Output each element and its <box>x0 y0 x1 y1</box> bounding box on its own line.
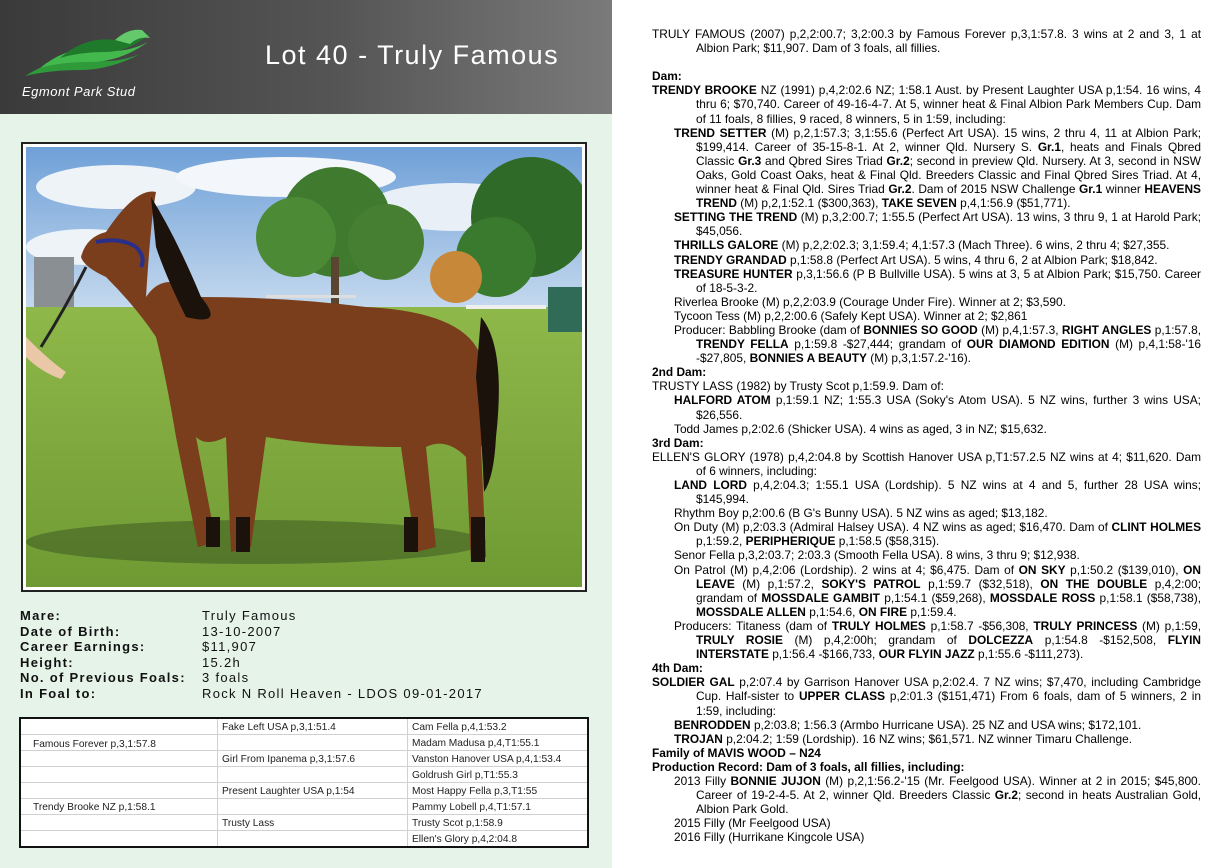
horse-name: OUR FLYIN JAZZ <box>878 647 975 662</box>
horse-name: UPPER CLASS <box>798 689 886 704</box>
pedigree-great-grandparent: Goldrush Girl p,T1:55.3 <box>412 770 518 781</box>
spacer <box>652 55 1201 69</box>
entry-text: p,1:58.1 ($58,738), <box>1095 590 1201 605</box>
third-dam-paragraph: ELLEN'S GLORY (1978) p,4,2:04.8 by Scottish Hanover USA p,T1:57.2.5 NZ wins at 4; $11,620. Dam of 6 winners, including: <box>652 449 1201 478</box>
info-row-height <box>20 655 600 671</box>
dam-paragraph <box>652 83 1201 125</box>
entry-text: p,1:58.7 -$56,308, <box>925 618 1034 633</box>
dam-text: NZ (1991) p,4,2:02.6 NZ; 1:58.1 Aust. by Present Laughter USA p,1:54. 16 wins, 4 thru 6; $70,740. Career of 49-16-4-7. At 5, winner heat & Final Albion Park Members Cup. Dam of 11 foals, 8 fillies, 9 raced, 8 winners, 5 in 1:59, including: <box>696 83 1201 126</box>
pedigree-table <box>19 717 589 848</box>
entry-text: winner <box>1102 182 1145 197</box>
family-heading: Family of MAVIS WOOD – N24 <box>652 745 821 760</box>
horse-name: TRENDY BROOKE <box>652 83 757 98</box>
horse-photo <box>26 147 582 587</box>
pedigree-line <box>21 798 587 799</box>
entry-text: p,2:07.4 by Garrison Hanover USA p,2:02.4. 7 NZ wins; $7,470, including Cambridge Cup. Half-sister to <box>696 675 1202 704</box>
horse-name: BONNIES SO GOOD <box>863 322 978 337</box>
left-panel <box>0 0 612 868</box>
race-grade: Gr.2 <box>994 788 1018 803</box>
entry-text: (M) p,2,1:52.1 ($300,363), <box>736 196 882 211</box>
entry-text: p,1:58.8 (Perfect Art USA). 5 wins, 4 thru 6, 2 at Albion Park; $18,842. <box>786 252 1158 267</box>
production-entry <box>652 774 1201 816</box>
entry-text: (M) p,4,1:58-'16 -$27,805, <box>696 337 1201 366</box>
entry-text: . Dam of 2015 NSW Challenge <box>911 182 1080 197</box>
info-value: 13-10-2007 <box>202 623 282 639</box>
horse-name: TAKE SEVEN <box>881 196 957 211</box>
dam-progeny-entry: Tycoon Tess (M) p,2,2:00.6 (Safely Kept USA). Winner at 2; $2,861 <box>674 308 1028 323</box>
info-value: Truly Famous <box>202 608 297 623</box>
horse-name: OUR DIAMOND EDITION <box>966 337 1110 352</box>
entry-text: p,1:54.1 ($59,268), <box>879 590 990 605</box>
pedigree-line <box>21 750 587 751</box>
fourth-dam-paragraph <box>652 675 1201 717</box>
entry-text: (M) p,2,1:57.3; 3,1:55.6 (Perfect Art USA). 15 wins, 2 thru 4, 11 at Albion Park; $199,414. Career of 35-15-8-1. At 2, winner Qld. Nursery S. <box>696 125 1201 154</box>
horse-name: THRILLS GALORE <box>674 238 779 253</box>
entry-text: Producers: Titaness (dam of <box>674 618 832 633</box>
horse-name: MOSSDALE GAMBIT <box>761 590 880 605</box>
pedigree-great-grandparent: Pammy Lobell p,4,T1:57.1 <box>412 802 531 813</box>
dam-heading: Dam: <box>652 69 682 84</box>
horse-name: TREASURE HUNTER <box>674 266 793 281</box>
entry-text: p,2:03.8; 1:56.3 (Armbo Hurricane USA). 25 NZ and USA wins; $172,101. <box>750 717 1142 732</box>
pedigree-line <box>21 830 587 831</box>
horse-name: ON LEAVE <box>696 562 1201 591</box>
pedigree-grandparent: Trusty Lass <box>222 818 275 829</box>
horse-name: TRULY HOLMES <box>831 618 926 633</box>
third-dam-progeny-entry: Senor Fella p,3,2:03.7; 2:03.3 (Smooth Fella USA). 8 wins, 3 thru 9; $12,938. <box>674 548 1080 563</box>
pedigree-grandparent: Present Laughter USA p,1:54 <box>222 786 355 797</box>
entry-text: (M) p,1:57.2, <box>734 576 822 591</box>
horse-name: TRULY PRINCESS <box>1033 618 1138 633</box>
pedigree-line <box>21 734 587 735</box>
dam-progeny-entry <box>652 267 1201 295</box>
pedigree-great-grandparent: Most Happy Fella p,3,T1:55 <box>412 786 538 797</box>
entry-text: p,1:59.1 NZ; 1:55.3 USA (Soky's Atom USA). 5 NZ wins, further 3 wins USA; $26,556. <box>696 393 1201 422</box>
entry-text: Producer: Babbling Brooke (dam of <box>674 322 864 337</box>
info-value: Rock N Roll Heaven - LDOS 09-01-2017 <box>202 685 483 701</box>
entry-text: (M) p,4,2:00h; grandam of <box>782 633 969 648</box>
pedigree-great-grandparent: Ellen's Glory p,4,2:04.8 <box>412 834 518 845</box>
horse-name: ON FIRE <box>858 604 908 619</box>
pedigree-dam: Trendy Brooke NZ p,1:58.1 <box>33 802 156 813</box>
dam-progeny-entry: Riverlea Brooke (M) p,2,2:03.9 (Courage Under Fire). Winner at 2; $3,590. <box>674 294 1066 309</box>
race-grade: Gr.3 <box>738 153 762 168</box>
third-dam-progeny-entry <box>652 520 1201 548</box>
info-row-earnings <box>20 639 600 655</box>
entry-text: p,4,2:04.3; 1:55.1 USA (Lordship). 5 NZ wins at 4 and 5, further 28 USA wins; $145,994. <box>696 478 1202 507</box>
info-row-dob <box>20 624 600 640</box>
entry-text: p,1:54.8 -$152,508, <box>1033 633 1168 648</box>
header-banner <box>0 0 612 114</box>
third-dam-progeny-entry: Rhythm Boy p,2:00.6 (B G's Bunny USA). 5 NZ wins as aged; $13,182. <box>674 506 1048 521</box>
entry-text: and Qbred Sires Triad <box>761 153 887 168</box>
second-dam-heading: 2nd Dam: <box>652 365 707 380</box>
info-value: 15.2h <box>202 654 242 670</box>
horse-name: MOSSDALE ROSS <box>989 590 1096 605</box>
horse-name: HEAVENS TREND <box>696 182 1201 211</box>
dam-progeny-entry <box>652 126 1201 211</box>
info-value: 3 foals <box>202 670 250 686</box>
entry-text: (M) p,2,2:02.3; 3,1:59.4; 4,1:57.3 (Mach Three). 6 wins, 2 thru 4; $27,355. <box>778 238 1170 253</box>
horse-name: FLYIN INTERSTATE <box>696 633 1201 662</box>
pedigree-grandparent: Fake Left USA p,3,1:51.4 <box>222 722 336 733</box>
entry-text: p,4,2:00; grandam of <box>696 576 1202 605</box>
entry-text: p,1:57.8, <box>1151 322 1202 337</box>
info-label: Height: <box>20 654 74 670</box>
race-grade: Gr.1 <box>1037 139 1061 154</box>
info-value: $11,907 <box>202 639 258 655</box>
dam-progeny-entry <box>652 238 1201 252</box>
third-dam-producer-entry <box>652 619 1201 661</box>
entry-text: (M) p,4,1:57.3, <box>977 322 1062 337</box>
intro-paragraph: TRULY FAMOUS (2007) p,2,2:00.7; 3,2:00.3 by Famous Forever p,3,1:57.8. 3 wins at 2 and 3, 1 at Albion Park; $11,907. Dam of 3 foals, all fillies. <box>652 27 1201 56</box>
horse-name: PERIPHERIQUE <box>745 534 836 549</box>
horse-name: MOSSDALE ALLEN <box>696 604 806 619</box>
horse-name: ON SKY <box>1018 562 1066 577</box>
horse-name: TROJAN <box>674 731 723 746</box>
info-row-mare <box>20 608 600 624</box>
info-label: No. of Previous Foals: <box>20 670 186 686</box>
entry-text: , heats and Finals Qbred Classic <box>696 139 1201 168</box>
production-entry: 2016 Filly (Hurrikane Kingcole USA) <box>674 830 865 845</box>
race-grade: Gr.2 <box>888 182 912 197</box>
horse-name: TREND SETTER <box>674 125 767 140</box>
horse-name: TRENDY FELLA <box>696 337 789 352</box>
pedigree-sire: Famous Forever p,3,1:57.8 <box>33 739 156 750</box>
horse-name: TRULY ROSIE <box>696 633 783 648</box>
production-heading: Production Record: Dam of 3 foals, all fillies, including: <box>652 759 965 774</box>
entry-text: (M) p,3,2:00.7; 1:55.5 (Perfect Art USA). 13 wins, 3 thru 9, 1 at Harold Park; $45,056. <box>696 210 1201 239</box>
info-label: Date of Birth: <box>20 623 121 639</box>
pedigree-great-grandparent: Cam Fella p,4,1:53.2 <box>412 722 507 733</box>
fourth-dam-heading: 4th Dam: <box>652 661 703 676</box>
entry-text: p,3,1:56.6 (P B Bullville USA). 5 wins at 3, 5 at Albion Park; $15,750. Career of 18-5-3-2. <box>696 266 1201 295</box>
entry-text: p,4,1:56.9 ($51,771). <box>956 196 1071 211</box>
production-entry: 2015 Filly (Mr Feelgood USA) <box>674 816 831 831</box>
entry-text: (M) p,2,1:56.2-'15 (Mr. Feelgood USA). Winner at 2 in 2015; $45,800. Career of 19-2-4-5. At 2, winner Qld. Breeders Classic <box>696 773 1201 803</box>
pedigree-great-grandparent: Trusty Scot p,1:58.9 <box>412 818 503 829</box>
info-label: Mare: <box>20 608 62 623</box>
race-grade: Gr.1 <box>1079 182 1103 197</box>
entry-text: p,1:59.2, <box>696 534 746 549</box>
entry-text: p,1:59.4. <box>907 604 957 619</box>
stud-name: Egmont Park Stud <box>22 84 136 99</box>
pedigree-line <box>21 782 587 783</box>
entry-text: p,1:55.6 -$111,273). <box>974 647 1084 662</box>
horse-name: SOKY'S PATROL <box>821 576 921 591</box>
horse-name: LAND LORD <box>674 478 747 492</box>
horse-name: RIGHT ANGLES <box>1061 322 1152 337</box>
horse-name: BONNIE JUJON <box>730 773 821 788</box>
pedigree-grandparent: Girl From Ipanema p,3,1:57.6 <box>222 754 356 765</box>
entry-text: p,1:50.2 ($139,010), <box>1065 562 1184 577</box>
entry-text: On Duty (M) p,2:03.3 (Admiral Halsey USA). 4 NZ wins as aged; $16,470. Dam of <box>674 520 1112 535</box>
lot-title: Lot 40 - Truly Famous <box>265 40 560 70</box>
dam-progeny-entry <box>652 253 1201 267</box>
third-dam-heading: 3rd Dam: <box>652 435 704 450</box>
stud-logo-icon <box>20 24 160 84</box>
horse-name: ON THE DOUBLE <box>1040 576 1148 591</box>
dam-producer-entry <box>652 323 1201 365</box>
horse-name: DOLCEZZA <box>968 633 1034 648</box>
pedigree-great-grandparent: Vanston Hanover USA p,4,1:53.4 <box>412 754 562 765</box>
entry-text: p,1:58.5 ($58,315). <box>835 534 940 549</box>
pedigree-line <box>21 766 587 767</box>
info-row-in-foal <box>20 686 600 702</box>
entry-text: p,2:01.3 ($151,471) From 6 foals, dam of 5 winners, 2 in 1:59, including: <box>696 689 1201 718</box>
entry-text: p,1:59.8 -$27,444; grandam of <box>788 337 967 352</box>
horse-name: CLINT HOLMES <box>1111 520 1201 535</box>
fourth-dam-progeny-entry <box>652 732 1201 746</box>
horse-name: BONNIES A BEAUTY <box>749 351 867 366</box>
entry-text: ; second in heats Australian Gold, Albion Park Gold. <box>696 788 1201 817</box>
horse-name: BENRODDEN <box>674 717 751 732</box>
entry-text: p,1:56.4 -$166,733, <box>768 647 879 662</box>
pedigree-great-grandparent: Madam Madusa p,4,T1:55.1 <box>412 738 540 749</box>
dam-progeny-entry <box>652 210 1201 238</box>
entry-text: p,1:59.7 ($32,518), <box>920 576 1041 591</box>
catalogue-text-panel <box>612 0 1228 868</box>
pedigree-line <box>21 814 587 815</box>
entry-text: (M) p,3,1:57.2-'16). <box>866 351 971 366</box>
entry-text: On Patrol (M) p,4,2:06 (Lordship). 2 wins at 4; $6,475. Dam of <box>674 562 1019 577</box>
horse-photo-frame <box>21 142 587 592</box>
third-dam-progeny-entry <box>652 563 1201 619</box>
entry-text: ; second in preview Qld. Nursery. At 3, second in NSW Oaks, Gold Coast Oaks, heat & Final Qld. Breeders Classic and Final Qbred Sires Triad. At 4, winner heat & Final Qld. Sires Triad <box>696 153 1202 197</box>
horse-name: SOLDIER GAL <box>652 675 735 690</box>
info-label: Career Earnings: <box>20 639 146 655</box>
mare-info-table <box>20 608 600 702</box>
entry-text: p,1:54.6, <box>805 604 859 619</box>
entry-text: p,2:04.2; 1:59 (Lordship). 16 NZ wins; $61,571. NZ winner Timaru Challenge. <box>722 731 1133 746</box>
entry-text: 2013 Filly <box>674 773 731 788</box>
horse-name: TRENDY GRANDAD <box>674 252 787 267</box>
horse-name: SETTING THE TREND <box>674 210 798 225</box>
second-dam-progeny-entry: Todd James p,2:02.6 (Shicker USA). 4 wins as aged, 3 in NZ; $15,632. <box>674 421 1047 436</box>
entry-text: (M) p,1:59, <box>1137 618 1202 633</box>
third-dam-progeny-entry <box>652 478 1201 506</box>
catalogue-text <box>652 27 1201 844</box>
info-label: In Foal to: <box>20 685 97 701</box>
second-dam-progeny-entry <box>652 393 1201 421</box>
fourth-dam-progeny-entry <box>652 718 1201 732</box>
info-row-foals <box>20 670 600 686</box>
race-grade: Gr.2 <box>886 153 910 168</box>
second-dam-paragraph: TRUSTY LASS (1982) by Trusty Scot p,1:59.9. Dam of: <box>652 379 944 394</box>
horse-name: HALFORD ATOM <box>674 393 771 408</box>
